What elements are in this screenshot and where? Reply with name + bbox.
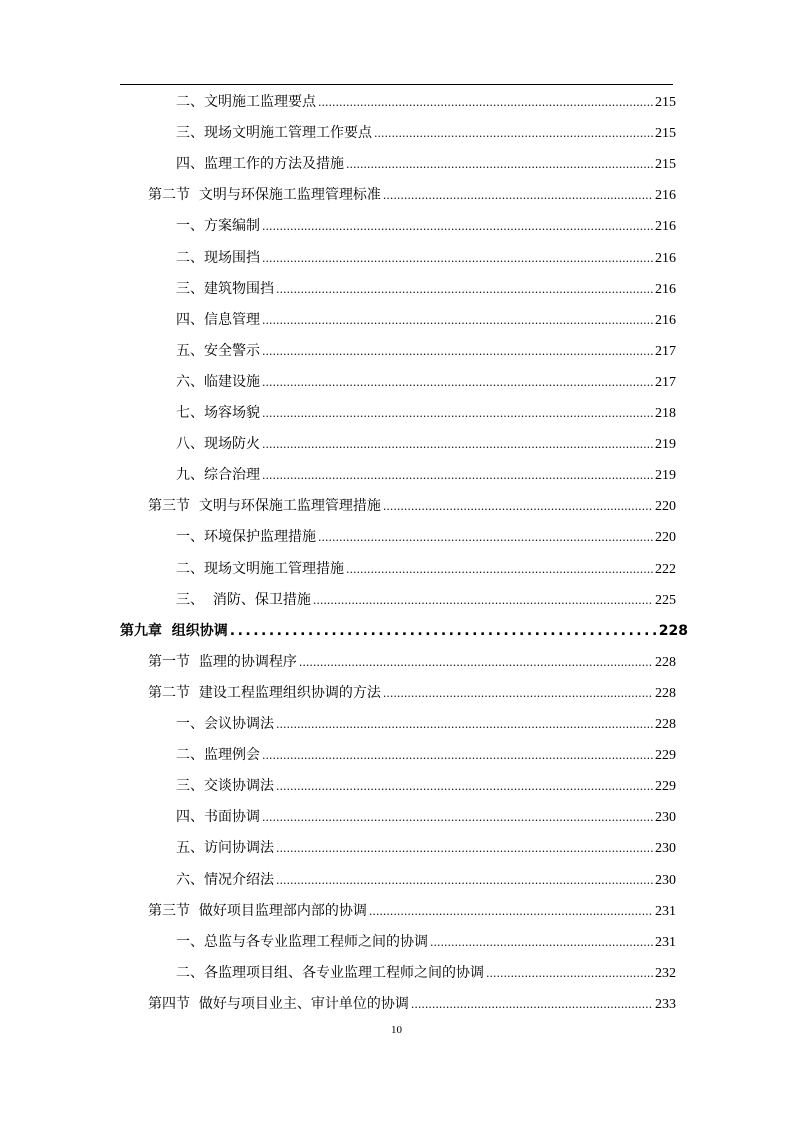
- toc-dot-leader: [276, 838, 653, 860]
- toc-entry-label: 第二节 建设工程监理组织协调的方法: [148, 684, 381, 701]
- toc-dot-leader: [262, 310, 653, 332]
- toc-entry[interactable]: [148, 495, 676, 517]
- toc-entry[interactable]: [176, 215, 676, 237]
- toc-entry-page: 228: [655, 717, 676, 732]
- toc-entry[interactable]: [176, 371, 676, 393]
- toc-entry-page: 216: [655, 188, 676, 204]
- toc-entry-page: 228: [655, 654, 676, 670]
- toc-entry-page: 217: [655, 343, 676, 359]
- toc-dot-leader: [346, 559, 653, 581]
- toc-entry[interactable]: [176, 837, 676, 859]
- toc-entry[interactable]: [176, 744, 676, 766]
- toc-entry-label: 六、临建设施: [176, 373, 260, 390]
- toc-entry-label: 五、访问协调法: [176, 840, 274, 857]
- header-rule: [120, 84, 673, 85]
- toc-entry[interactable]: [176, 91, 676, 113]
- toc-dot-leader: [276, 714, 653, 736]
- toc-entry-label: 三、现场文明施工管理工作要点: [176, 125, 372, 142]
- toc-entry-page: 222: [655, 561, 676, 577]
- toc-dot-leader: [262, 341, 653, 363]
- toc-entry-page: 230: [655, 872, 676, 888]
- toc-entry-page: 219: [655, 437, 676, 453]
- toc-entry[interactable]: [120, 620, 688, 642]
- toc-entry-page: 230: [655, 810, 676, 826]
- toc-entry[interactable]: [176, 558, 676, 580]
- toc-entry[interactable]: [176, 464, 676, 486]
- page-number: 10: [391, 1024, 402, 1036]
- toc-entry-page: 231: [655, 934, 676, 950]
- toc-dot-leader: [276, 870, 653, 892]
- toc-dot-leader: [411, 994, 653, 1016]
- toc-entry-label: 四、信息管理: [176, 311, 260, 328]
- toc-entry[interactable]: [176, 775, 676, 797]
- toc-entry-page: 215: [655, 95, 676, 110]
- toc-entry-label: 七、场容场貌: [176, 405, 260, 421]
- toc-entry[interactable]: [176, 962, 676, 984]
- toc-dot-leader: [276, 776, 653, 798]
- toc-entry[interactable]: [176, 931, 676, 953]
- toc-entry-label: 一、会议协调法: [176, 716, 274, 732]
- toc-entry-label: 一、环境保护监理措施: [176, 529, 316, 546]
- toc-dot-leader: [262, 807, 653, 829]
- toc-entry-page: 216: [655, 312, 676, 328]
- toc-entry[interactable]: [176, 247, 676, 269]
- toc-dot-leader: [346, 154, 653, 176]
- toc-entry[interactable]: [176, 806, 676, 828]
- toc-entry[interactable]: [176, 433, 676, 455]
- toc-entry-page: 233: [655, 996, 676, 1012]
- toc-entry-label: 四、监理工作的方法及措施: [176, 156, 344, 173]
- toc-dot-leader: [383, 496, 653, 518]
- toc-dot-leader: [318, 92, 653, 114]
- toc-entry-page: 230: [655, 841, 676, 857]
- toc-dot-leader: [374, 123, 653, 145]
- toc-dot-leader: [430, 932, 653, 954]
- toc-entry[interactable]: [176, 309, 676, 331]
- toc-entry-label: 六、情况介绍法: [176, 871, 274, 888]
- toc-entry-label: 二、监理例会: [176, 747, 260, 764]
- toc-entry-page: 228: [655, 685, 676, 701]
- toc-entry-page: 225: [655, 592, 676, 608]
- toc-entry[interactable]: [176, 153, 676, 175]
- toc-entry[interactable]: [148, 682, 676, 704]
- toc-entry-page: 216: [655, 219, 676, 235]
- toc-entry[interactable]: [176, 340, 676, 362]
- toc-entry-page: 229: [655, 779, 676, 795]
- toc-dot-leader: [262, 465, 653, 487]
- toc-dot-leader: [230, 620, 657, 642]
- toc-entry-label: 一、方案编制: [176, 218, 260, 235]
- toc-entry-page: 216: [655, 250, 676, 266]
- toc-entry-label: 第二节 文明与环保施工监理管理标准: [148, 187, 381, 204]
- toc-entry-label: 第一节 监理的协调程序: [148, 653, 297, 670]
- toc-entry[interactable]: [176, 869, 676, 891]
- toc-entry-label: 第三节 文明与环保施工监理管理措施: [148, 498, 381, 515]
- toc-entry[interactable]: [176, 122, 676, 144]
- toc-entry[interactable]: [176, 526, 676, 548]
- toc-dot-leader: [262, 434, 653, 456]
- toc-entry-page: 216: [655, 281, 676, 297]
- toc-entry[interactable]: [148, 651, 676, 673]
- toc-entry-label: 第四节 做好与项目业主、审计单位的协调: [148, 995, 409, 1012]
- toc-entry-page: 220: [655, 499, 676, 515]
- toc-entry-label: 第九章 组织协调: [120, 622, 228, 639]
- toc-entry-label: 三、 消防、保卫措施: [176, 591, 311, 608]
- toc-dot-leader: [369, 901, 653, 923]
- toc-entry[interactable]: [148, 184, 676, 206]
- toc-entry-label: 五、安全警示: [176, 342, 260, 359]
- toc-entry-page: 215: [655, 157, 676, 173]
- toc-entry-label: 二、各监理项目组、各专业监理工程师之间的协调: [176, 964, 484, 981]
- toc-entry[interactable]: [148, 993, 676, 1015]
- toc-entry-label: 八、现场防火: [176, 436, 260, 453]
- toc-dot-leader: [262, 216, 653, 238]
- toc-entry-page: 228: [658, 622, 688, 639]
- toc-entry-page: 218: [655, 406, 676, 421]
- toc-entry-page: 232: [655, 965, 676, 981]
- toc-entry-label: 二、现场文明施工管理措施: [176, 560, 344, 577]
- toc-dot-leader: [262, 372, 653, 394]
- toc-entry-label: 二、现场围挡: [176, 249, 260, 266]
- toc-entry-label: 三、建筑物围挡: [176, 280, 274, 297]
- toc-entry-page: 219: [655, 468, 676, 484]
- toc-entry[interactable]: [176, 278, 676, 300]
- toc-entry[interactable]: [176, 402, 676, 424]
- toc-dot-leader: [276, 279, 653, 301]
- toc-entry[interactable]: [148, 900, 676, 922]
- toc-dot-leader: [262, 403, 653, 425]
- toc-entry-label: 三、交谈协调法: [176, 778, 274, 795]
- toc-entry-label: 第三节 做好项目监理部内部的协调: [148, 902, 367, 919]
- toc-dot-leader: [299, 652, 653, 674]
- toc-dot-leader: [383, 683, 653, 705]
- toc-dot-leader: [313, 590, 653, 612]
- toc-entry-page: 217: [655, 374, 676, 390]
- toc-entry-label: 一、总监与各专业监理工程师之间的协调: [176, 933, 428, 950]
- toc-entry-label: 二、文明施工监理要点: [176, 94, 316, 110]
- toc-entry[interactable]: [176, 713, 676, 735]
- toc-entry-page: 229: [655, 748, 676, 764]
- toc-entry[interactable]: [176, 589, 676, 611]
- toc-entry-page: 231: [655, 903, 676, 919]
- toc-dot-leader: [383, 185, 653, 207]
- toc-entry-label: 四、书面协调: [176, 809, 260, 826]
- toc-dot-leader: [262, 248, 653, 270]
- toc-dot-leader: [262, 745, 653, 767]
- toc-entry-label: 九、综合治理: [176, 467, 260, 484]
- toc-dot-leader: [318, 527, 653, 549]
- toc-entry-page: 220: [655, 530, 676, 546]
- toc-dot-leader: [486, 963, 653, 985]
- toc-entry-page: 215: [655, 126, 676, 142]
